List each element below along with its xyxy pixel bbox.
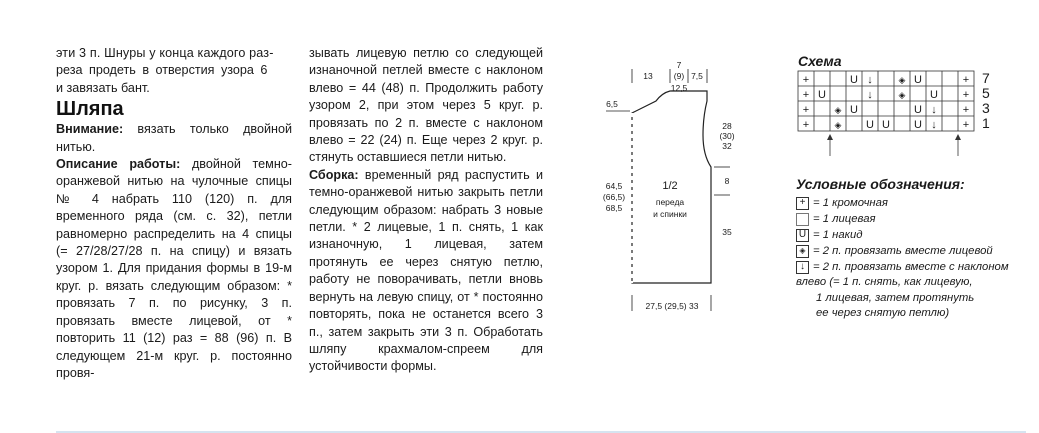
dim-right-bottom: 35 [722,227,732,237]
sewing-pattern-diagram [590,55,750,325]
intro-line: и завязать бант. [56,80,150,95]
legend [796,177,1026,322]
intro-line: эти 3 п. Шнуры у конца каждого раз- [56,46,274,60]
description-paragraph [56,156,292,382]
attention-paragraph [56,121,292,156]
schema-row-5: 5 [982,85,990,101]
svg-text:+: + [802,119,810,131]
svg-text:+: + [962,89,970,101]
svg-text:◈: ◈ [834,105,842,115]
yarn-over-icon: U [796,229,809,242]
svg-text:↓: ↓ [867,89,873,101]
dim-right-top-2: (30) [719,131,735,141]
legend-text: = 1 кромочная [813,196,888,209]
legend-text: = 1 накид [813,228,863,241]
svg-text:U: U [866,119,874,131]
legend-item [796,243,1026,259]
svg-text:◈: ◈ [898,90,906,100]
continuation-paragraph: зывать лицевую петлю со следующей изнаночной петлей вместе с наклоном влево = 44 (48) п. Продолжить работу узором 2, при этом через 5 круг. р. провязать по 2 п. вместе с наклоном влево = 22 (24) п. Еще через 2 круг. р. стянуть оставшиеся петли нитью. [309,46,543,165]
dim-left-height-1: 64,5 [605,181,623,191]
legend-text: = 1 лицевая [813,212,876,225]
svg-text:+: + [802,74,810,86]
knit-stitch-icon [796,213,809,226]
svg-text:U: U [914,119,922,131]
assembly-paragraph [309,167,543,376]
attention-label: Внимание: [56,122,124,137]
piece-label-2: переда [655,197,685,207]
left-slant-decrease-icon: ↓ [796,261,809,274]
svg-text:U: U [850,104,858,116]
svg-text:+: + [962,119,970,131]
knit-two-together-icon: ◈ [796,245,809,258]
dim-top-left: 13 [643,71,653,81]
svg-text:◈: ◈ [834,120,842,130]
intro-line: реза продеть в отверстия узора 6 [56,63,268,78]
legend-text: = 2 п. провязать вместе лицевой [813,244,993,257]
legend-item [796,195,1026,211]
assembly-label: Сборка: [309,167,359,182]
dim-right-top-1: 28 [722,121,732,131]
dim-right-top-3: 32 [722,141,732,151]
piece-label-1: 1/2 [662,180,678,192]
dim-bottom: 27,5 (29,5) 33 [645,301,699,311]
svg-text:+: + [962,104,970,116]
hat-heading: Шляпа [56,98,124,121]
dim-right-mid: 8 [724,176,730,186]
legend-continuation: влево (= 1 п. снять, как лицевую, [796,276,973,289]
svg-text:+: + [962,74,970,86]
piece-label-3: и спинки [653,209,687,219]
legend-title: Условные обозначения: [796,176,965,192]
svg-text:↓: ↓ [931,119,937,131]
svg-text:U: U [882,119,890,131]
dim-left-height-2: (66,5) [602,192,626,202]
schema-title: Схема [798,53,842,69]
dim-top-right: 7,5 [691,71,703,81]
legend-item [796,227,1026,243]
assembly-text: временный ряд распустить и темно-оранжевой нитью закрыть петли следующим образом: набрать 3 новые петли. * 2 лицевые, 1 п. снять, 1 как изнаночную, 1 лицевая, затем протянуть ее через снятую петлю, работу не поворачивать, петли вновь вернуть на левую спицу, от * постоянно повторять, пока не останется всего 3 п., затем закрыть эти 3 п. Обработать шляпу крахмалом-спреем для устойчивости формы. [309,167,543,374]
dim-top-mid-2: (9) [673,71,685,81]
left-text-column [56,45,292,382]
legend-text: = 2 п. провязать вместе с наклоном [813,260,1009,273]
svg-text:U: U [930,89,938,101]
svg-text:U: U [914,104,922,116]
edge-stitch-icon: + [796,197,809,210]
svg-text:U: U [850,74,858,86]
dim-top-mid-1: 7 [676,60,682,70]
legend-item [796,259,1026,275]
dim-left-height-3: 68,5 [605,203,623,213]
schema-row-3: 3 [982,100,990,116]
middle-text-column [309,45,543,376]
schema-row-1: 1 [982,115,990,131]
svg-text:U: U [914,74,922,86]
svg-text:↓: ↓ [931,104,937,116]
svg-text:U: U [818,89,826,101]
svg-text:+: + [802,89,810,101]
stitch-schema [790,50,1020,165]
svg-text:◈: ◈ [898,75,906,85]
description-label: Описание работы: [56,157,181,172]
attention-text: вязать только двойной нитью. [56,122,292,154]
schema-row-7: 7 [982,70,990,86]
legend-continuation: 1 лицевая, затем протянуть [816,291,975,304]
dim-neck: 12,5 [670,83,688,93]
legend-item [796,211,1026,227]
dim-left-shoulder: 6,5 [606,99,618,109]
legend-continuation: ее через снятую петлю) [816,307,950,320]
svg-text:+: + [802,104,810,116]
svg-text:↓: ↓ [867,74,873,86]
description-text: двойной темно-оранжевой нитью на чулочные спицы № 4 набрать 110 (120) п. для временного ряда (см. с. 32), петли равномерно распределить на 4 спицы (= 27/28/27/28 п. на спицу) и вязать узором 1. Для придания формы в 19-м круг. р. вязать следующим образом: * провязать 7 п. по рисунку, 3 п. провязать вместе лицевой, от * повторить 11 (12) раз = 88 (96) п. В следующем 21-м круг. р. постоянно провя- [56,157,292,380]
